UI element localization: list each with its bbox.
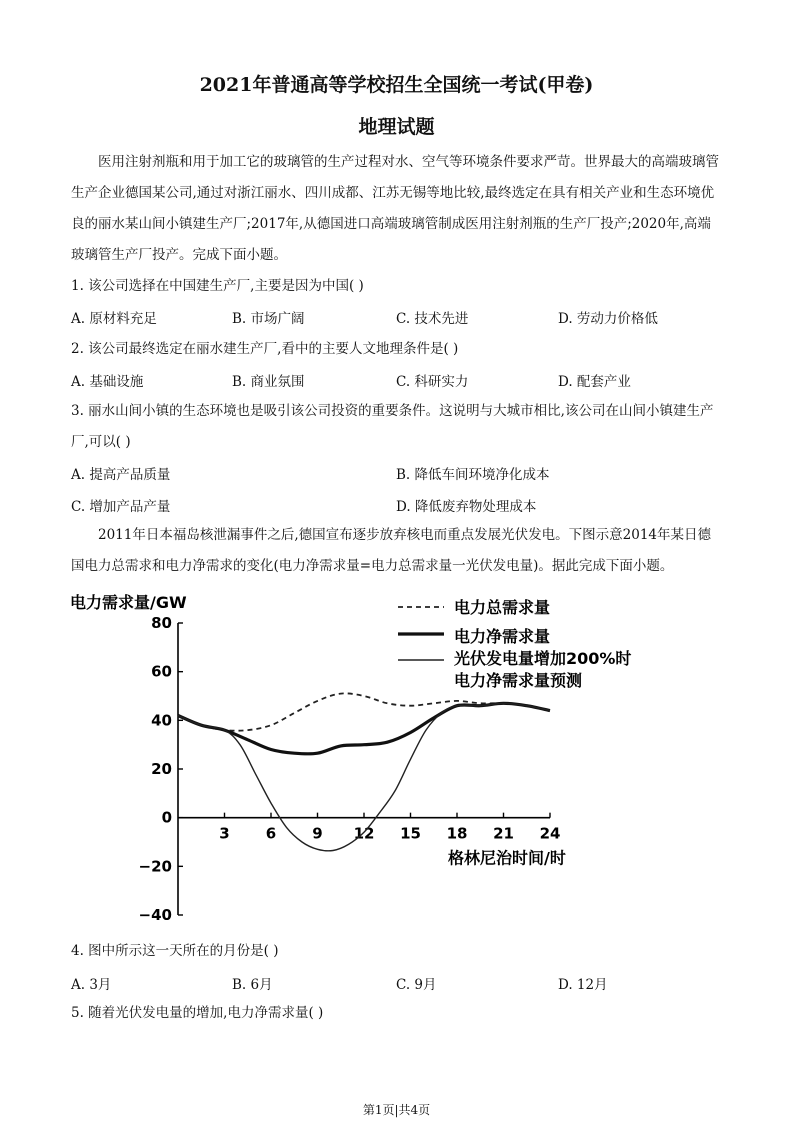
q2-option-c: C. 科研实力 (396, 374, 469, 390)
y-tick-label: 60 (151, 662, 172, 681)
page-footer: 第1页|共4页 (362, 1103, 431, 1117)
q1-option-b: B. 市场广阔 (232, 311, 305, 327)
q1-option-a: A. 原材料充足 (71, 311, 157, 327)
y-tick-label: −20 (138, 857, 172, 876)
legend-label-net: 电力净需求量 (454, 627, 551, 646)
y-axis-label: 电力需求量/GW (70, 593, 187, 612)
x-tick-label: 12 (353, 824, 375, 843)
question-2-stem: 2. 该公司最终选定在丽水建生产厂,看中的主要人文地理条件是( ) (71, 341, 459, 357)
q3-option-d: D. 降低废弃物处理成本 (396, 499, 537, 515)
q4-option-d: D. 12月 (558, 977, 608, 993)
question-5-stem: 5. 随着光伏发电量的增加,电力净需求量( ) (71, 1005, 324, 1021)
x-tick-label: 15 (400, 824, 421, 843)
power-demand-chart (66, 590, 632, 930)
q4-option-a: A. 3月 (71, 977, 112, 993)
q4-option-b: B. 6月 (232, 977, 273, 993)
y-tick-label: 20 (151, 760, 172, 778)
legend-label-forecast-1: 光伏发电量增加200%时 (454, 649, 632, 668)
x-axis-label: 格林尼治时间/时 (448, 848, 566, 868)
y-tick-label: 40 (151, 711, 172, 730)
passage-1-text: 医用注射剂瓶和用于加工它的玻璃管的生产过程对水、空气等环境条件要求严苛。世界最大的高端玻璃管生产企业德国某公司,通过对浙江丽水、四川成都、江苏无锡等地比较,最终选定在具有相关产业和生态环境优良的丽水某山间小镇建生产厂;2017年,从德国进口高端玻璃管制成医用注射剂瓶的生产厂投产;2020年,高端玻璃管生产厂投产。完成下面小题。 (71, 154, 719, 263)
passage-2-text: 2011年日本福岛核泄漏事件之后,德国宣布逐步放弃核电而重点发展光伏发电。下图示意2014年某日德国电力总需求和电力净需求的变化(电力净需求量=电力总需求量一光伏发电量)。据此完成下面小题。 (71, 527, 712, 574)
q2-option-a: A. 基础设施 (71, 374, 144, 390)
y-tick-label: 0 (161, 808, 172, 827)
question-1-stem: 1. 该公司选择在中国建生产厂,主要是因为中国( ) (71, 278, 364, 294)
x-tick-label: 18 (446, 824, 468, 843)
exam-subject: 地理试题 (358, 116, 435, 138)
q1-option-d: D. 劳动力价格低 (558, 311, 658, 327)
y-tick-label: −40 (138, 906, 172, 924)
y-tick-label: 80 (151, 614, 172, 632)
chart-legend (398, 598, 631, 690)
passage-1 (71, 147, 723, 271)
q4-option-c: C. 9月 (396, 977, 437, 993)
q2-option-b: B. 商业氛围 (232, 374, 305, 390)
q3-option-b: B. 降低车间环境净化成本 (396, 467, 550, 483)
passage-2 (71, 520, 723, 582)
question-3-stem: 3. 丽水山间小镇的生态环境也是吸引该公司投资的重要条件。这说明与大城市相比,该公司在山间小镇建生产厂,可以( ) (71, 403, 714, 450)
q3-option-a: A. 提高产品质量 (71, 467, 171, 483)
x-tick-label: 9 (312, 824, 323, 843)
x-tick-label: 3 (219, 824, 230, 843)
legend-label-forecast-2: 电力净需求量预测 (454, 671, 583, 690)
q3-option-c: C. 增加产品产量 (71, 499, 171, 515)
exam-title: 2021年普通高等学校招生全国统一考试(甲卷) (199, 74, 594, 96)
question-4-stem: 4. 图中所示这一天所在的月份是( ) (71, 943, 279, 959)
series-net-demand-line (178, 703, 550, 754)
series-total-demand-line (178, 693, 550, 730)
q2-option-d: D. 配套产业 (558, 374, 631, 390)
x-tick-label: 6 (265, 824, 277, 843)
legend-label-total: 电力总需求量 (454, 598, 551, 617)
x-tick-label: 21 (493, 824, 514, 843)
x-tick-label: 24 (539, 824, 561, 843)
q1-option-c: C. 技术先进 (396, 311, 469, 327)
